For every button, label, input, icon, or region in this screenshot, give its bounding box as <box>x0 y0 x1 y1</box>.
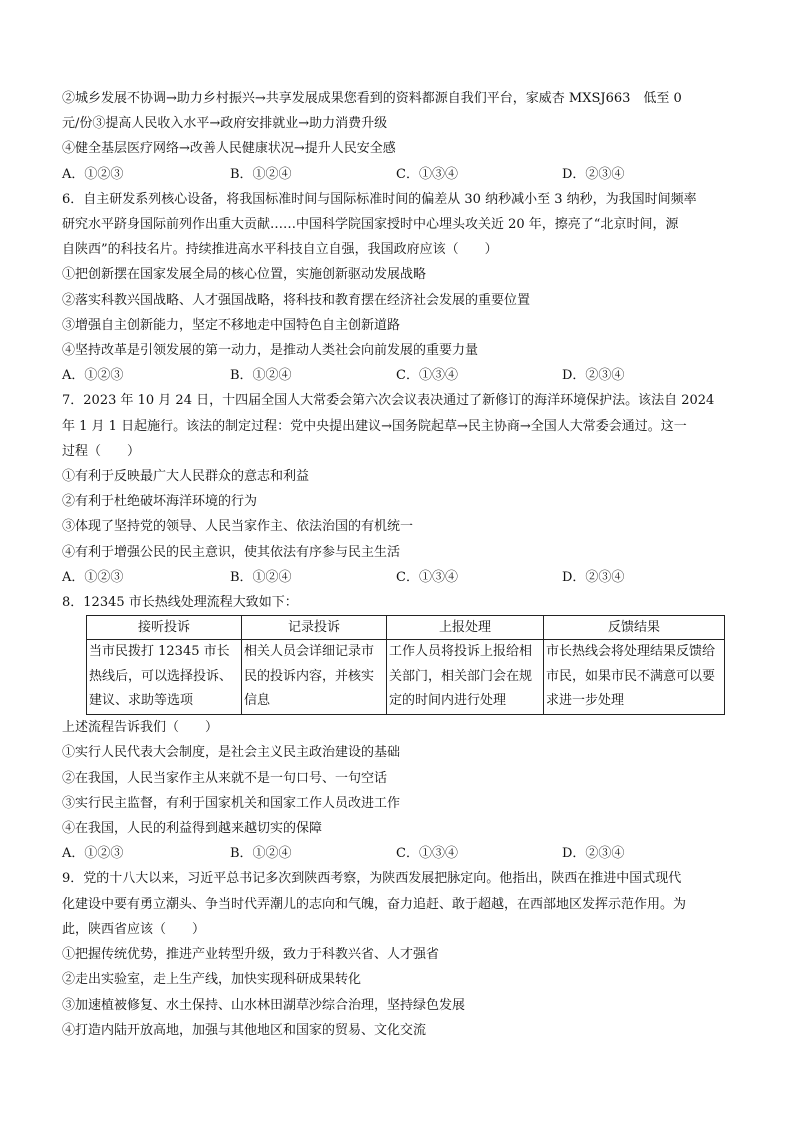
q7-option-c: C．①③④ <box>396 569 458 585</box>
q7-item-1: ①有利于反映最广大人民群众的意志和利益 <box>62 469 310 485</box>
q7-item-4: ④有利于增强公民的民主意识，使其依法有序参与民主生活 <box>62 544 401 560</box>
q8-stem-after: 上述流程告诉我们（ ） <box>62 720 219 736</box>
table-cell: 工作人员将投诉上报给相关部门，相关部门会在规定的时间内进行处理 <box>387 640 544 715</box>
q8-options <box>62 841 734 866</box>
question-5-tail <box>62 86 734 187</box>
q6-option-b: B．①②④ <box>230 368 292 384</box>
table-header-cell: 反馈结果 <box>544 616 725 640</box>
q9-stem-line-3: 此，陕西省应该（ ） <box>62 921 206 937</box>
q9-stem-line-2: 化建设中要有勇立潮头、争当时代弄潮儿的志向和气魄，奋力追赶、敢于超越，在西部地区发挥示范作用。为 <box>62 896 687 912</box>
table-header-cell: 上报处理 <box>387 616 544 640</box>
q5-item-2: ②城乡发展不协调→助力乡村振兴→共享发展成果您看到的资料都源自我们平台，家威杏 MXSJ663 低至 0 <box>62 91 682 106</box>
q8-item-3: ③实行民主监督，有利于国家机关和国家工作人员改进工作 <box>62 795 401 811</box>
q8-item-4: ④在我国，人民的利益得到越来越切实的保障 <box>62 821 323 837</box>
q8-option-a: A．①②③ <box>62 846 124 862</box>
q8-option-d: D．②③④ <box>562 846 625 862</box>
q9-item-1: ①把握传统优势，推进产业转型升级，致力于科教兴省、人才强省 <box>62 947 440 963</box>
q9-item-3: ③加速植被修复、水土保持、山水林田湖草沙综合治理，坚持绿色发展 <box>62 997 466 1013</box>
q6-stem-line-3: 自陕西”的科技名片。持续推进高水平科技自立自强，我国政府应该（ ） <box>62 242 498 258</box>
question-9 <box>62 866 734 1042</box>
q7-option-a: A．①②③ <box>62 569 124 585</box>
q7-item-2: ②有利于杜绝破坏海洋环境的行为 <box>62 494 258 510</box>
q5-item-3: 元/份③提高人民收入水平→政府安排就业→助力消费升级 <box>62 116 388 132</box>
q8-option-b: B．①②④ <box>230 846 292 862</box>
q5-item-4: ④健全基层医疗网络→改善人民健康状况→提升人民安全感 <box>62 141 396 157</box>
q8-stem: 8．12345 市长热线处理流程大致如下： <box>62 595 298 611</box>
q6-option-a: A．①②③ <box>62 368 124 384</box>
q6-option-d: D．②③④ <box>562 368 625 384</box>
q9-item-4: ④打造内陆开放高地，加强与其他地区和国家的贸易、文化交流 <box>62 1022 427 1038</box>
q5-option-d: D．②③④ <box>562 166 625 182</box>
table-cell: 市长热线会将处理结果反馈给市民，如果市民不满意可以要求进一步处理 <box>544 640 725 715</box>
q8-item-2: ②在我国，人民当家作主从来就不是一句口号、一句空话 <box>62 770 388 786</box>
q8-item-1: ①实行人民代表大会制度，是社会主义民主政治建设的基础 <box>62 745 401 761</box>
q5-option-c: C．①③④ <box>396 166 458 182</box>
q7-stem-line-2: 年 1 月 1 日起施行。该法的制定过程：党中央提出建议→国务院起草→民主协商→全国人大常委会通过。这一 <box>62 418 687 434</box>
q6-option-c: C．①③④ <box>396 368 458 384</box>
q7-options <box>62 565 734 590</box>
q5-option-b: B．①②④ <box>230 166 292 182</box>
question-6 <box>62 187 734 389</box>
table-header-cell: 接听投诉 <box>87 616 242 640</box>
q7-option-d: D．②③④ <box>562 569 625 585</box>
table-header-cell: 记录投诉 <box>242 616 387 640</box>
table-row <box>87 640 725 715</box>
hotline-process-table <box>86 615 725 715</box>
q5-option-a: A．①②③ <box>62 166 124 182</box>
table-cell: 相关人员会详细记录市民的投诉内容，并核实信息 <box>242 640 387 715</box>
q7-item-3: ③体现了坚持党的领导、人民当家作主、依法治国的有机统一 <box>62 519 414 535</box>
q7-stem-line-1: 7．2023 年 10 月 24 日，十四届全国人大常委会第六次会议表决通过了新修订的海洋环境保护法。该法自 2024 <box>62 393 715 409</box>
q8-option-c: C．①③④ <box>396 846 458 862</box>
q6-stem-line-1: 6．自主研发系列核心设备，将我国标准时间与国际标准时间的偏差从 30 纳秒减小至 3 纳秒，为我国时间频率 <box>62 191 697 207</box>
exam-page <box>62 86 734 1043</box>
question-8 <box>62 590 734 866</box>
q6-item-1: ①把创新摆在国家发展全局的核心位置，实施创新驱动发展战略 <box>62 267 427 283</box>
q6-stem-line-2: 研究水平跻身国际前列作出重大贡献……中国科学院国家授时中心埋头攻关近 20 年，擦亮了“北京时间，源 <box>62 217 679 233</box>
q9-item-2: ②走出实验室，走上生产线，加快实现科研成果转化 <box>62 972 362 988</box>
q6-item-4: ④坚持改革是引领发展的第一动力，是推动人类社会向前发展的重要力量 <box>62 343 479 359</box>
q6-item-3: ③增强自主创新能力，坚定不移地走中国特色自主创新道路 <box>62 317 401 333</box>
table-header-row <box>87 616 725 640</box>
table-cell: 当市民拨打 12345 市长热线后，可以选择投诉、建议、求助等选项 <box>87 640 242 715</box>
q7-stem-line-3: 过程（ ） <box>62 443 141 459</box>
q6-item-2: ②落实科教兴国战略、人才强国战略，将科技和教育摆在经济社会发展的重要位置 <box>62 292 531 308</box>
q9-stem-line-1: 9．党的十八大以来，习近平总书记多次到陕西考察，为陕西发展把脉定向。他指出，陕西在推进中国式现代 <box>62 871 682 887</box>
q5-options <box>62 162 734 187</box>
question-7 <box>62 388 734 590</box>
q6-options <box>62 363 734 388</box>
q7-option-b: B．①②④ <box>230 569 292 585</box>
